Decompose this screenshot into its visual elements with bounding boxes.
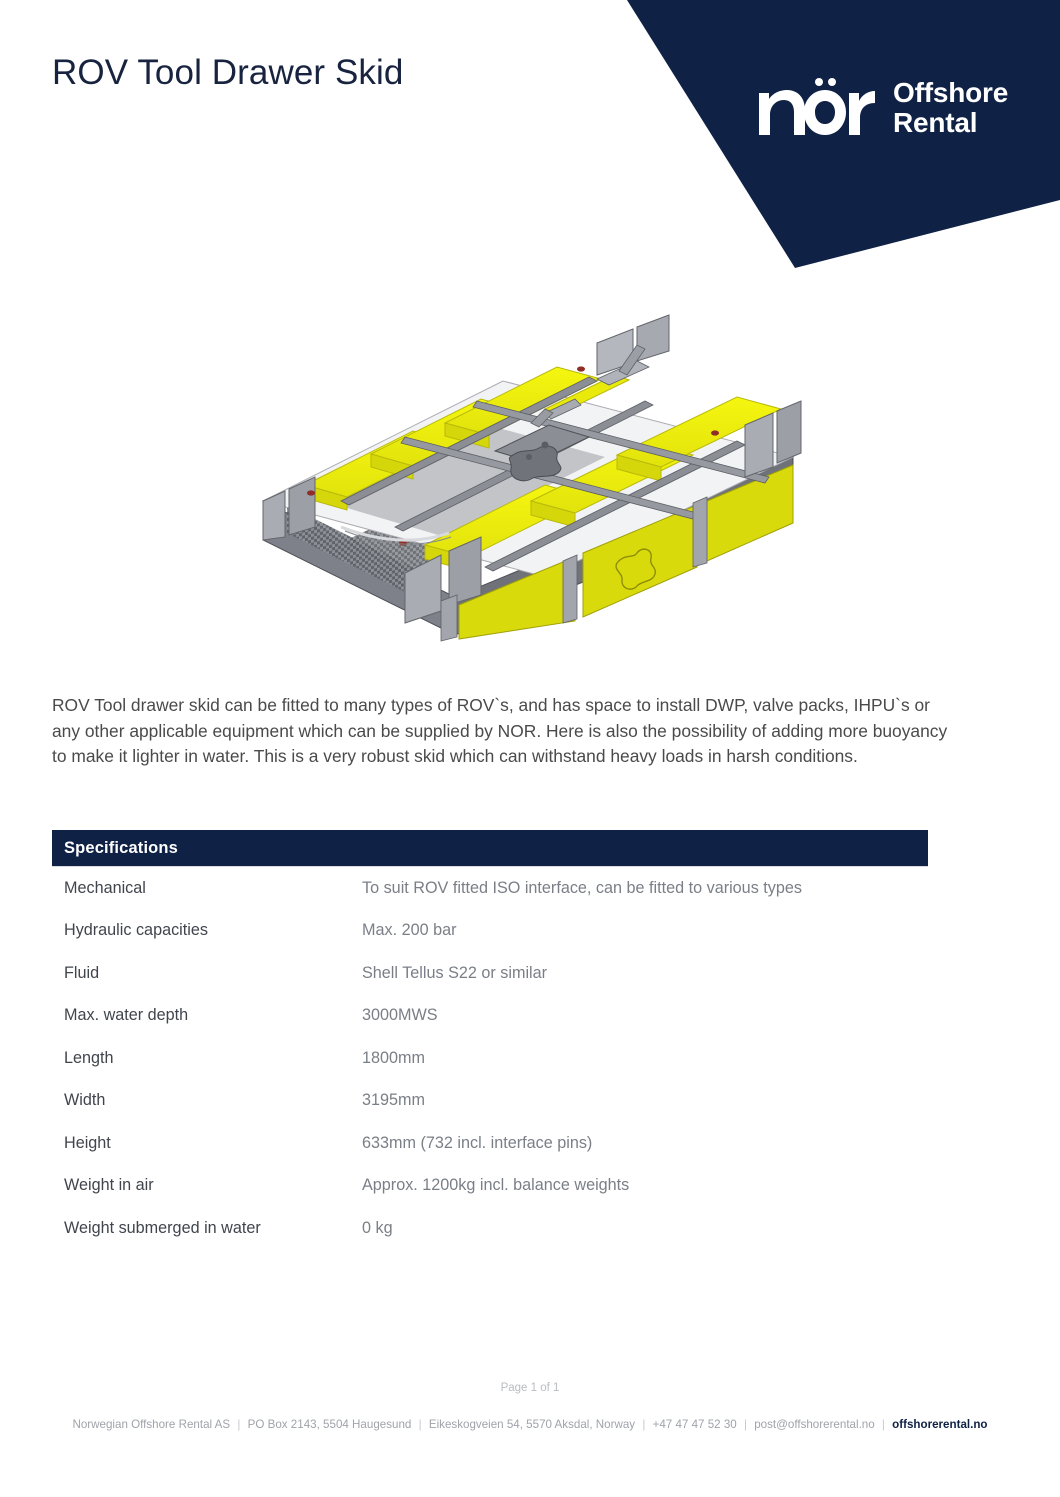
spec-label: Mechanical [64, 878, 146, 897]
table-row [52, 1122, 928, 1165]
table-row [52, 1207, 928, 1250]
table-row [52, 910, 928, 953]
footer-separator: | [237, 1418, 241, 1431]
header-navy-shape [0, 0, 1060, 290]
logo-text-offshore: Offshore [893, 77, 1009, 109]
table-row [52, 1037, 928, 1080]
spec-label: Width [64, 1091, 106, 1110]
spec-value: Approx. 1200kg incl. balance weights [362, 1176, 630, 1195]
page-header [0, 0, 1060, 290]
table-row [52, 952, 928, 995]
specifications-table [52, 830, 928, 1250]
spec-label: Fluid [64, 963, 100, 982]
page-title: ROV Tool Drawer Skid [52, 53, 404, 92]
spec-label: Weight submerged in water [64, 1218, 261, 1237]
spec-value: 3000MWS [362, 1006, 438, 1025]
footer-separator: | [642, 1418, 646, 1431]
footer-po-box: PO Box 2143, 5504 Haugesund [247, 1418, 412, 1431]
spec-value: 633mm (732 incl. interface pins) [362, 1133, 593, 1152]
footer-address: Eikeskogveien 54, 5570 Aksdal, Norway [428, 1418, 636, 1431]
table-row [52, 867, 928, 910]
specifications-header [52, 830, 928, 866]
spec-label: Height [64, 1133, 111, 1152]
footer-separator: | [743, 1418, 747, 1431]
footer-email[interactable]: post@offshorerental.no [754, 1418, 875, 1431]
table-row [52, 1080, 928, 1123]
footer-separator: | [418, 1418, 422, 1431]
footer-phone: +47 47 47 52 30 [652, 1418, 737, 1431]
spec-value: 1800mm [362, 1048, 425, 1067]
product-image [245, 305, 815, 650]
spec-label: Max. water depth [64, 1006, 189, 1025]
spec-label: Length [64, 1048, 114, 1067]
nor-logo-icon [757, 77, 877, 139]
rov-skid-render [245, 305, 815, 650]
specifications-heading: Specifications [64, 838, 178, 857]
footer-website[interactable]: offshorerental.no [892, 1418, 988, 1431]
spec-value: Shell Tellus S22 or similar [362, 963, 548, 982]
spec-value: To suit ROV fitted ISO interface, can be fitted to various types [362, 878, 802, 897]
spec-value: 3195mm [362, 1091, 425, 1110]
spec-label: Hydraulic capacities [64, 921, 208, 940]
footer-separator: | [881, 1418, 885, 1431]
table-row [52, 995, 928, 1038]
intro-paragraph: ROV Tool drawer skid can be fitted to many types of ROV`s, and has space to install DWP, valve packs, IHPU`s or any other applicable equipment which can be supplied by NOR. Here is also the possibility of adding more buoyancy to make it lighter in water. This is a very robust skid which can withstand heavy loads in harsh conditions. [52, 695, 948, 767]
footer-company: Norwegian Offshore Rental AS [72, 1418, 231, 1431]
logo-text-rental: Rental [893, 107, 978, 138]
brand-logo [757, 77, 1008, 139]
spec-label: Weight in air [64, 1176, 154, 1195]
page-number: Page 1 of 1 [500, 1382, 560, 1394]
spec-value: 0 kg [362, 1218, 393, 1237]
spec-value: Max. 200 bar [362, 921, 457, 940]
footer-contact-line [0, 1418, 1060, 1431]
table-row [52, 1165, 928, 1208]
